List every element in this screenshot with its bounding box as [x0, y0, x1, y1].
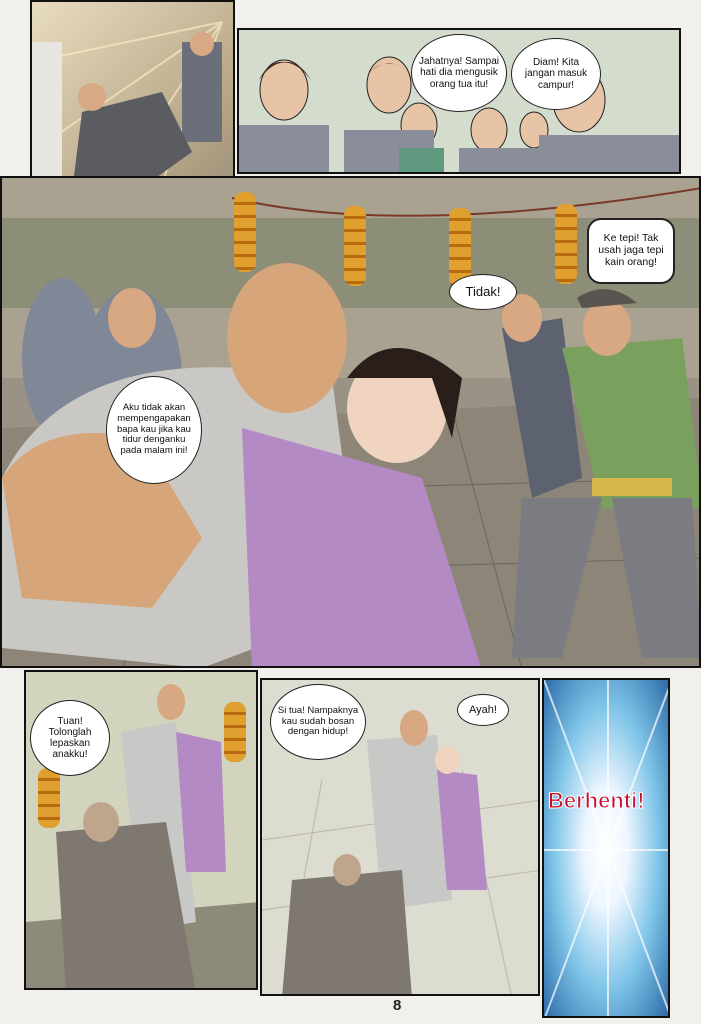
panel-2 — [237, 28, 681, 174]
lantern — [38, 768, 60, 828]
lantern — [234, 192, 256, 272]
lantern — [344, 206, 366, 286]
panel-4 — [24, 670, 258, 990]
panel-5 — [260, 678, 540, 996]
speech-bubble-ayah: Ayah! — [457, 694, 509, 726]
speech-bubble-aku-tidak-akan: Aku tidak akan mempengapakan bapa kau jika kau tidur denganku pada malam ini! — [106, 376, 202, 484]
speech-bubble-jahatnya: Jahatnya! Sampai hati dia mengusik orang tua itu! — [411, 34, 507, 112]
speech-bubble-si-tua: Si tua! Nampaknya kau sudah bosan dengan hidup! — [270, 684, 366, 760]
speech-bubble-tidak: Tidak! — [449, 274, 517, 310]
lantern — [224, 702, 246, 762]
page-number: 8 — [393, 997, 402, 1014]
speech-bubble-ke-tepi: Ke tepi! Tak usah jaga tepi kain orang! — [587, 218, 675, 284]
panel-6-rays — [544, 680, 670, 1018]
speech-bubble-tuan: Tuan! Tolonglah lepaskan anakku! — [30, 700, 110, 776]
shout-berhenti: Berhenti! — [548, 788, 645, 813]
panel-6 — [542, 678, 670, 1018]
lantern — [555, 204, 577, 284]
panel-3 — [0, 176, 701, 668]
speech-bubble-diam: Diam! Kita jangan masuk campur! — [511, 38, 601, 110]
